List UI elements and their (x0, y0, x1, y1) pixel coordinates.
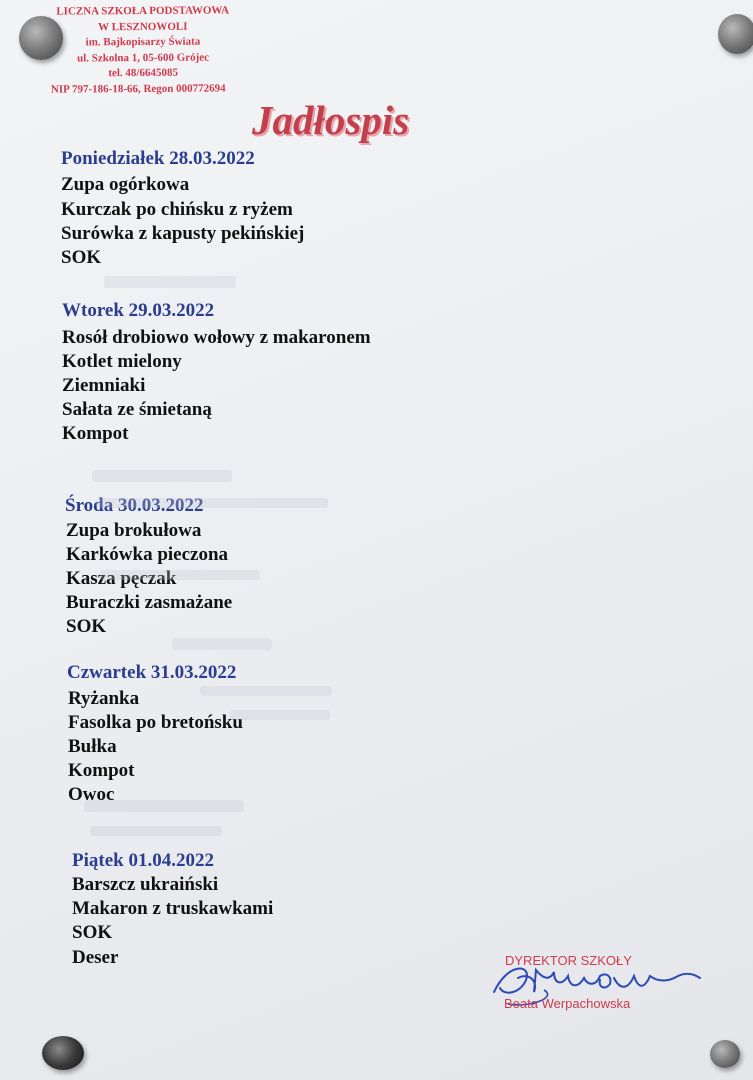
stamp-line-address: ul. Szkolna 1, 05-600 Grójec (77, 51, 210, 64)
dish-item: Kotlet mielony (62, 351, 182, 372)
dish-item: Kasza pęczak (66, 568, 177, 589)
director-name: Beata Werpachowska (504, 996, 631, 1011)
dish-item: Fasolka po bretońsku (68, 712, 243, 733)
dish-item: Rosół drobiowo wołowy z makaronem (62, 327, 371, 348)
dish-item: Ryżanka (68, 688, 140, 709)
dish-item: Sałata ze śmietaną (62, 399, 212, 420)
stamp-line-town: W LESZNOWOLI (98, 20, 188, 33)
dish-item: Kurczak po chińsku z ryżem (61, 199, 293, 220)
top-right-pushpin-icon (718, 14, 753, 54)
dish-item: Barszcz ukraiński (72, 874, 219, 895)
dish-item: Kompot (68, 760, 135, 781)
stamp-line-nip-regon: NIP 797-186-18-66, Regon 000772694 (50, 81, 226, 96)
bottom-left-pushpin-icon (42, 1036, 84, 1070)
dish-item: SOK (66, 616, 107, 637)
dish-item: Buraczki zasmażane (66, 592, 233, 613)
dish-item: Bułka (68, 736, 117, 757)
dish-item: Kompot (62, 423, 129, 444)
day-heading-friday: Piątek 01.04.2022 (72, 850, 214, 871)
dish-item: SOK (61, 247, 102, 268)
dish-item: Zupa brokułowa (66, 520, 202, 541)
school-stamp (38, 3, 249, 97)
dish-item: Deser (72, 947, 119, 968)
dish-item: Makaron z truskawkami (72, 898, 274, 919)
day-heading-thursday: Czwartek 31.03.2022 (67, 662, 237, 683)
dish-item: Ziemniaki (62, 375, 146, 396)
dish-item: Karkówka pieczona (66, 544, 229, 565)
stamp-line-phone: tel. 48/6645085 (108, 66, 179, 80)
dish-item: Zupa ogórkowa (61, 174, 190, 195)
bottom-right-pushpin-icon (710, 1040, 740, 1068)
director-label: DYREKTOR SZKOŁY (505, 953, 632, 968)
day-heading-monday: Poniedziałek 28.03.2022 (61, 148, 255, 169)
day-heading-wednesday: Środa 30.03.2022 (65, 495, 204, 516)
dish-item: Surówka z kapusty pekińskiej (61, 223, 305, 244)
stamp-line-school-name: LICZNA SZKOŁA PODSTAWOWA (56, 4, 230, 18)
dish-item: SOK (72, 922, 113, 943)
day-heading-tuesday: Wtorek 29.03.2022 (62, 300, 215, 321)
dish-item: Owoc (68, 784, 115, 805)
page-title: Jadłospis (252, 97, 410, 143)
stamp-line-patron: im. Bajkopisarzy Świata (85, 35, 201, 49)
